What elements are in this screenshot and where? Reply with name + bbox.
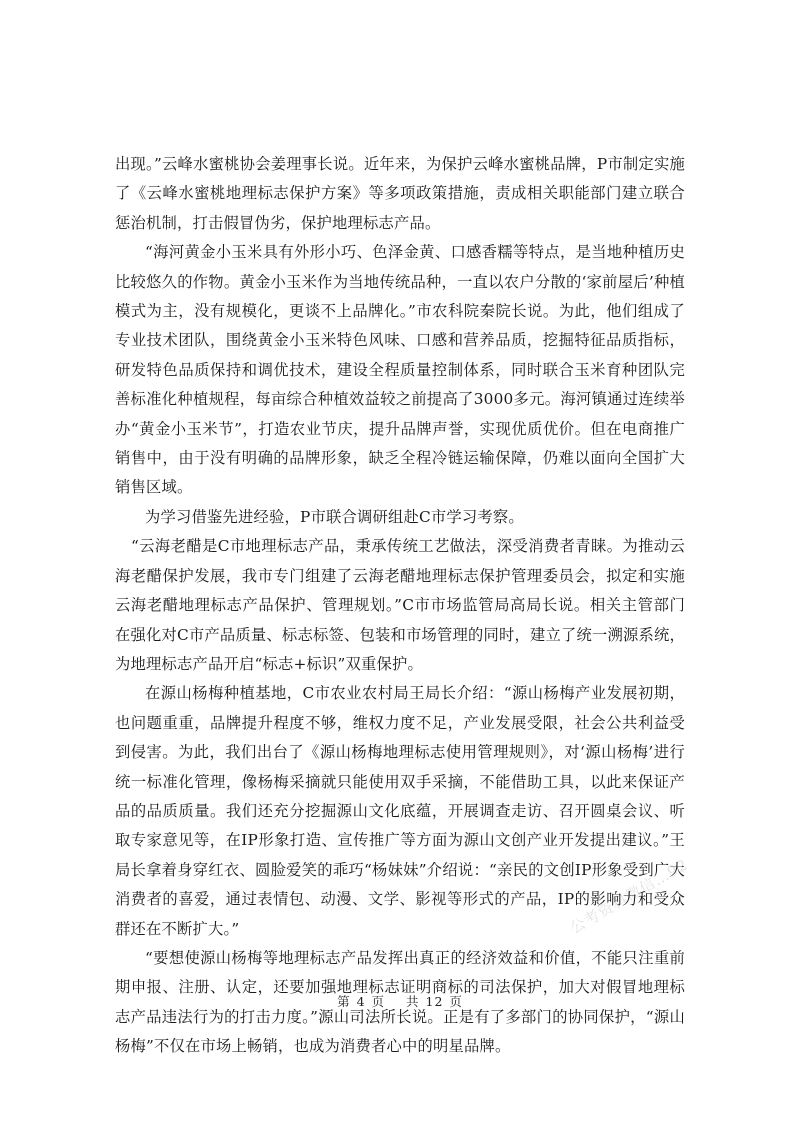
watermark: 公考资料微信…92 (567, 855, 692, 938)
page-total: 12 (425, 994, 444, 1009)
paragraph: 在源山杨梅种植基地，C市农业农村局王局长介绍：“源山杨梅产业发展初期，也问题重重，品牌提升程度不够，维权力度不足，产业发展受限，社会公共利益受到侵害。为此，我们出台了《源山杨梅地理标志使用管理规则》，对‘源山杨梅’进行统一标准化管理，像杨梅采摘就只能使用双手采摘，不能借助工具，以此来保证产品的品质质量。我们还充分挖掘源山文化底蕴，开展调查走访、召开圆桌会议、听取专家意见等，在IP形象打造、宣传推广等方面为源山文创产业开发提出建议。”王局长拿着身穿红衣、圆脸爱笑的乖巧“杨妹妹”介绍说：“亲民的文创IP形象受到广大消费者的喜爱，通过表情包、动漫、文学、影视等形式的产品，IP的影响力和受众群还在不断扩大。” (115, 684, 685, 938)
page-number: 4 (356, 994, 366, 1009)
paragraph: 出现。”云峰水蜜桃协会姜理事长说。近年来，为保护云峰水蜜桃品牌，P市制定实施了《云峰水蜜桃地理标志保护方案》等多项政策措施，责成相关职能部门建立联合惩治机制，打击假冒伪劣，保护地理标志产品。 (115, 155, 685, 232)
total-unit: 页 (449, 994, 463, 1009)
paragraph: “海河黄金小玉米具有外形小巧、色泽金黄、口感香糯等特点，是当地种植历史比较悠久的作物。黄金小玉米作为当地传统品种，一直以农户分散的‘家前屋后’种植模式为主，没有规模化，更谈不上品牌化。”市农科院秦院长说。为此，他们组成了专业技术团队，围绕黄金小玉米特色风味、口感和营养品质，挖掘特征品质指标，研发特色品质保持和调优技术，建设全程质量控制体系，同时联合玉米育种团队完善标准化种植规程，每亩综合种植效益较之前提高了3000多元。海河镇通过连续举办“黄金小玉米节”，打造农业节庆，提升品牌声誉，实现优质优价。但在电商推广销售中，由于没有明确的品牌形象，缺乏全程冷链运输保障，仍难以面向全国扩大销售区域。 (115, 243, 685, 497)
paragraph: 为学习借鉴先进经验，P市联合调研组赴C市学习考察。 (145, 507, 524, 526)
page-unit: 页 (371, 994, 386, 1009)
paragraph: “云海老醋是C市地理标志产品，秉承传统工艺做法，深受消费者青睐。为推动云海老醋保护发展，我市专门组建了云海老醋地理标志保护管理委员会，拟定和实施云海老醋地理标志产品保护、管理规划。”C市市场监管局高局长说。相关主管部门在强化对C市产品质量、标志标签、包装和市场管理的同时，建立了统一溯源系统，为地理标志产品开启“标志+标识”双重保护。 (115, 537, 685, 673)
page-prefix: 第 (337, 994, 351, 1009)
paragraph: “要想使源山杨梅等地理标志产品发挥出真正的经济效益和价值，不能只注重前期申报、注册、认定，还要加强地理标志证明商标的司法保护，加大对假冒地理标志产品违法行为的打击力度。”源山司法所长说。正是有了多部门的协同保护，“源山杨梅”不仅在市场上畅销，也成为消费者心中的明星品牌。 (115, 948, 685, 1056)
total-prefix: 共 (405, 994, 420, 1009)
page-footer (0, 992, 800, 1010)
